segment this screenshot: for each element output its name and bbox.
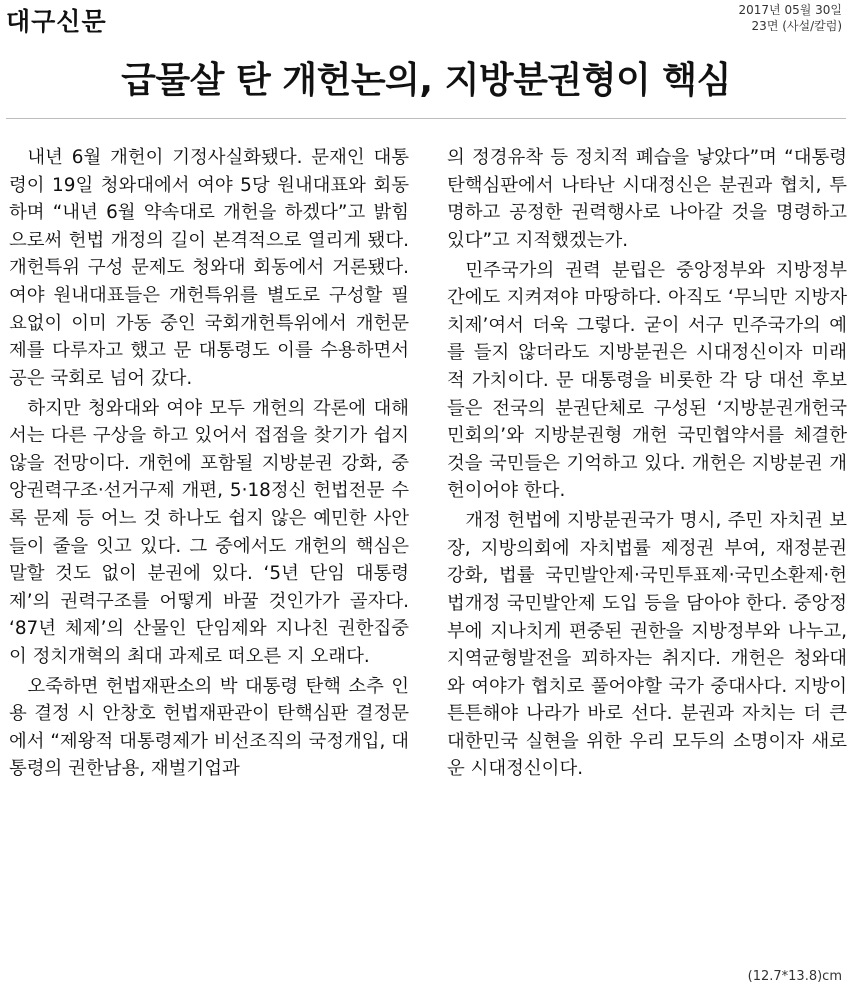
paragraph: 민주국가의 권력 분립은 중앙정부와 지방정부 간에도 지켜져야 마땅하다. 아직도 ‘무늬만 지방자치제’여서 더욱 그렇다. 굳이 서구 민주국가의 예를 들지 않더라도 지방분권은 시대정신이자 미래적 가치이다. 문 대통령을 비롯한 각 당 대선 후보들은 전국의 분권단체로 구성된 ‘지방분권개헌국민회의’와 지방분권형 개헌 국민협약서를 체결한 것을 국민들은 기억하고 있다. 개헌은 지방분권 개헌이어야 한다. [447,259,847,502]
article-column-left [9,144,409,785]
page-section: 23면 (사설/칼럼) [751,19,842,33]
article-headline: 급물살 탄 개헌논의, 지방분권형이 핵심 [121,60,731,101]
publication-meta [739,2,842,34]
article-size-note: (12.7*13.8)cm [747,969,842,984]
headline-divider [6,118,846,119]
paragraph: 하지만 청와대와 여야 모두 개헌의 각론에 대해서는 다른 구상을 하고 있어서 접점을 찾기가 쉽지 않을 전망이다. 개헌에 포함될 지방분권 강화, 중앙권력구조·선거구제 개편, 5·18정신 헌법전문 수록 문제 등 어느 것 하나도 쉽지 않은 예민한 사안들이 줄을 잇고 있다. 그 중에서도 개헌의 핵심은 말할 것도 없이 분권에 있다. ‘5년 단임 대통령제’의 권력구조를 어떻게 바꿀 것인가가 골자다. ‘87년 체제’의 산물인 단임제와 지나친 권한집중이 정치개혁의 최대 과제로 떠오른 지 오래다. [9,397,409,667]
newspaper-masthead: 대구신문 [6,7,107,36]
article-column-right [447,144,847,785]
paragraph: 개정 헌법에 지방분권국가 명시, 주민 자치권 보장, 지방의회에 자치법률 제정권 부여, 재정분권 강화, 법률 국민발안제·국민투표제·국민소환제·헌법개정 국민발안제 도입 등을 담아야 한다. 중앙정부에 지나치게 편중된 권한을 지방정부와 나누고, 지역균형발전을 꾀하자는 취지다. 개헌은 청와대와 여야가 협치로 풀어야할 국가 중대사다. 지방이 튼튼해야 나라가 바로 선다. 분권과 자치는 더 큰 대한민국 실현을 위한 우리 모두의 소명이자 새로운 시대정신이다. [447,510,847,780]
paragraph: 내년 6월 개헌이 기정사실화됐다. 문재인 대통령이 19일 청와대에서 여야 5당 원내대표와 회동하며 “내년 6월 약속대로 개헌을 하겠다”고 밝힘으로써 헌법 개정의 길이 본격적으로 열리게 됐다. 개헌특위 구성 문제도 청와대 회동에서 거론됐다. 여야 원내대표들은 개헌특위를 별도로 구성할 필요없이 이미 가동 중인 국회개헌특위에서 개헌문제를 다루자고 했고 문 대통령도 이를 수용하면서 공은 국회로 넘어 갔다. [9,147,409,389]
paragraph: 오죽하면 헌법재판소의 박 대통령 탄핵 소추 인용 결정 시 안창호 헌법재판관이 탄핵심판 결정문에서 “제왕적 대통령제가 비선조직의 국정개입, 대통령의 권한남용, 재벌기업과 [9,675,409,780]
paragraph: 의 정경유착 등 정치적 폐습을 낳았다”며 “대통령 탄핵심판에서 나타난 시대정신은 분권과 협치, 투명하고 공정한 권력행사로 나아갈 것을 명령하고 있다”고 지적했겠는가. [447,147,847,251]
publication-date: 2017년 05월 30일 [738,3,842,17]
